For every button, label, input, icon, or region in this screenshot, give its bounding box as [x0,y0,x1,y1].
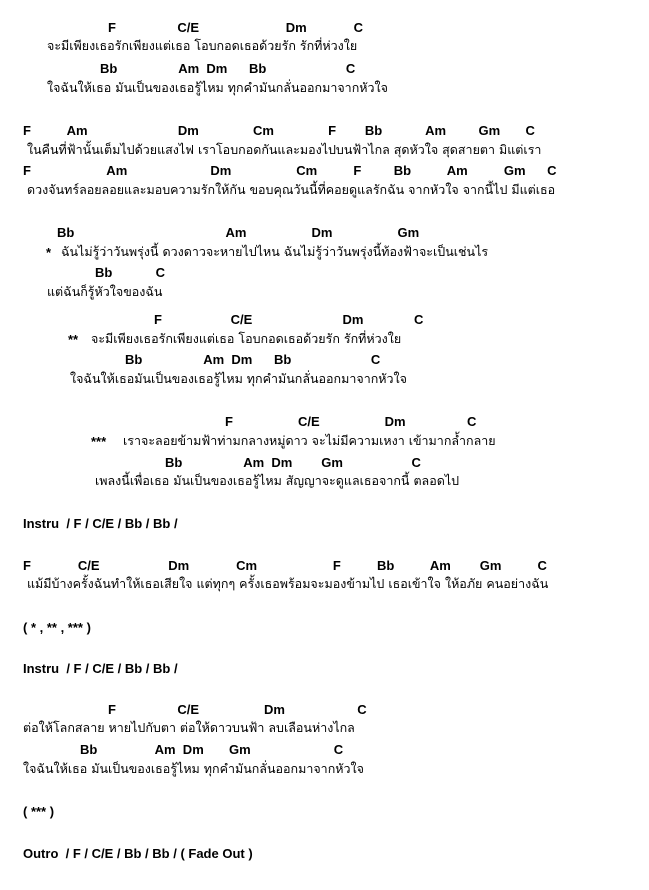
section-marker: ** [68,332,79,347]
lyric-line: แม้มีบ้างครั้งฉันทำให้เธอเสียใจ แต่ทุกๆ ครั้งเธอพร้อมจะมองข้ามไป เธอเข้าใจ ให้อภัย คนอย่างฉัน [27,576,549,591]
chord-line: F Am Dm Cm F Bb Am Gm C [23,123,535,138]
lyric-line: ดวงจันทร์ลอยลอยและมอบความรักให้กัน ขอบคุณวันนี้ที่คอยดูแลรักฉัน จากหัวใจ จากนี้ไป มีแต่เธอ [27,182,556,197]
chord-line: F C/E Dm C [225,414,477,429]
chord-line: Bb Am Dm Bb C [100,61,356,76]
chord-line: Bb C [95,265,166,280]
lyric-line: จะมีเพียงเธอรักเพียงแต่เธอ โอบกอดเธอด้วยรัก รักที่ห่วงใย [91,331,402,346]
lyric-line: ใจฉันให้เธอมันเป็นของเธอรู้ไหม ทุกคำมันกลั่นออกมาจากหัวใจ [70,371,407,386]
chord-line: Bb Am Dm Gm C [165,455,421,470]
section-marker: *** [91,434,107,449]
chord-line: F C/E Dm C [108,702,367,717]
chord-line: Bb Am Dm Gm C [80,742,344,757]
instrumental-line: Instru / F / C/E / Bb / Bb / [23,661,178,676]
outro-line: Outro / F / C/E / Bb / Bb / ( Fade Out ) [23,846,253,861]
chord-line: F C/E Dm Cm F Bb Am Gm C [23,558,547,573]
chord-line: Bb Am Dm Gm [57,225,420,240]
lyric-line: จะมีเพียงเธอรักเพียงแต่เธอ โอบกอดเธอด้วยรัก รักที่ห่วงใย [47,38,358,53]
instrumental-line: Instru / F / C/E / Bb / Bb / [23,516,178,531]
lyric-line: ใจฉันให้เธอ มันเป็นของเธอรู้ไหม ทุกคำมันกลั่นออกมาจากหัวใจ [47,80,388,95]
repeat-marker: ( *** ) [23,804,55,819]
lyric-line: ใจฉันให้เธอ มันเป็นของเธอรู้ไหม ทุกคำมันกลั่นออกมาจากหัวใจ [23,761,364,776]
lyric-line: เราจะลอยข้ามฟ้าท่ามกลางหมู่ดาว จะไม่มีความเหงา เข้ามากล้ำกลาย [123,433,496,448]
repeat-marker: ( * , ** , *** ) [23,620,91,635]
lyric-line: ต่อให้โลกสลาย หายไปกับตา ต่อให้ดาวบนฟ้า ลบเลือนห่างไกล [23,720,355,735]
chord-line: F Am Dm Cm F Bb Am Gm C [23,163,557,178]
lyric-line: เพลงนี้เพื่อเธอ มันเป็นของเธอรู้ไหม สัญญาจะดูแลเธอจากนี้ ตลอดไป [95,473,460,488]
chord-line: F C/E Dm C [154,312,424,327]
section-marker: * [46,245,52,260]
lyric-line: ฉันไม่รู้ว่าวันพรุ่งนี้ ดวงดาวจะหายไปไหน ฉันไม่รู้ว่าวันพรุ่งนี้ท้องฟ้าจะเป็นเช่นไร [61,244,489,259]
lyric-line: ในคืนที่ฟ้านั้นเต็มไปด้วยแสงไฟ เราโอบกอดกันและมองไปบนฟ้าไกล สุดหัวใจ สุดสายตา มิแต่เรา [27,142,542,157]
lyric-line: แต่ฉันก็รู้หัวใจของฉัน [47,284,163,299]
chord-line: Bb Am Dm Bb C [125,352,381,367]
chord-line: F C/E Dm C [108,20,363,35]
